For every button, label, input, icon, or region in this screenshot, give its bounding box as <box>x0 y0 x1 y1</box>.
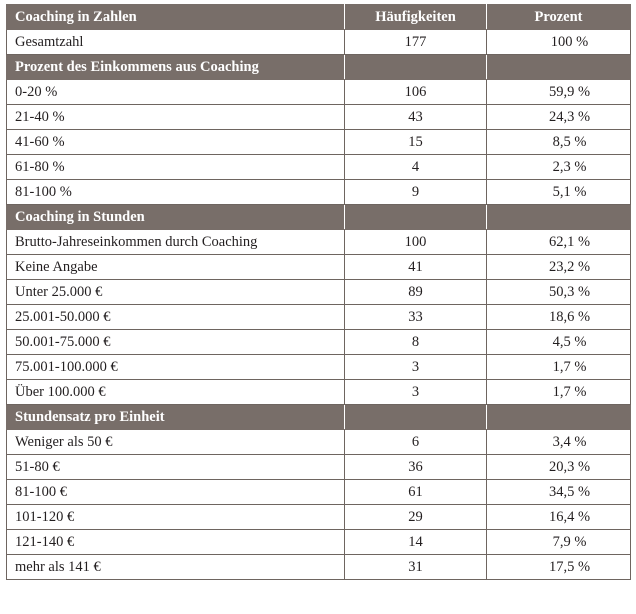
row-count: 33 <box>345 305 487 330</box>
row-percent: 20,3 % <box>487 455 631 480</box>
row-count: 89 <box>345 280 487 305</box>
table-row <box>7 230 631 255</box>
row-percent: 7,9 % <box>487 530 631 555</box>
table-row <box>7 255 631 280</box>
row-percent: 16,4 % <box>487 505 631 530</box>
table-row <box>7 105 631 130</box>
table-row <box>7 330 631 355</box>
row-label: 51-80 € <box>7 455 345 480</box>
section-spacer-cell <box>345 55 487 80</box>
table-row <box>7 430 631 455</box>
row-label: 121-140 € <box>7 530 345 555</box>
row-count: 100 <box>345 230 487 255</box>
row-percent: 3,4 % <box>487 430 631 455</box>
row-count: 106 <box>345 80 487 105</box>
row-label: Brutto-Jahreseinkommen durch Coaching <box>7 230 345 255</box>
row-label: Keine Angabe <box>7 255 345 280</box>
coaching-statistics-table <box>6 4 631 580</box>
row-percent: 50,3 % <box>487 280 631 305</box>
row-percent: 4,5 % <box>487 330 631 355</box>
table-row <box>7 155 631 180</box>
row-count: 29 <box>345 505 487 530</box>
row-count: 61 <box>345 480 487 505</box>
header-frequency: Häufigkeiten <box>345 5 487 30</box>
row-percent: 23,2 % <box>487 255 631 280</box>
table-row <box>7 305 631 330</box>
table-row <box>7 455 631 480</box>
row-count: 6 <box>345 430 487 455</box>
row-count: 31 <box>345 555 487 580</box>
coaching-table-container <box>6 4 631 580</box>
row-percent: 8,5 % <box>487 130 631 155</box>
row-count: 14 <box>345 530 487 555</box>
section-spacer-cell <box>345 205 487 230</box>
row-percent: 5,1 % <box>487 180 631 205</box>
row-count: 15 <box>345 130 487 155</box>
row-label: 75.001-100.000 € <box>7 355 345 380</box>
row-label: Über 100.000 € <box>7 380 345 405</box>
total-row <box>7 30 631 55</box>
section-title: Stundensatz pro Einheit <box>7 405 345 430</box>
section-spacer-cell <box>487 405 631 430</box>
section-spacer-cell <box>345 405 487 430</box>
row-label: Weniger als 50 € <box>7 430 345 455</box>
section-header-row <box>7 55 631 80</box>
table-row <box>7 180 631 205</box>
row-percent: 17,5 % <box>487 555 631 580</box>
row-label: 0-20 % <box>7 80 345 105</box>
section-header-row <box>7 405 631 430</box>
row-label: mehr als 141 € <box>7 555 345 580</box>
total-label: Gesamtzahl <box>7 30 345 55</box>
row-percent: 34,5 % <box>487 480 631 505</box>
row-label: 101-120 € <box>7 505 345 530</box>
table-row <box>7 530 631 555</box>
row-count: 8 <box>345 330 487 355</box>
section-header-row <box>7 205 631 230</box>
table-row <box>7 480 631 505</box>
header-category: Coaching in Zahlen <box>7 5 345 30</box>
row-count: 3 <box>345 380 487 405</box>
header-percent: Prozent <box>487 5 631 30</box>
table-row <box>7 280 631 305</box>
row-label: 81-100 € <box>7 480 345 505</box>
row-count: 41 <box>345 255 487 280</box>
row-label: 61-80 % <box>7 155 345 180</box>
row-percent: 59,9 % <box>487 80 631 105</box>
row-percent: 1,7 % <box>487 355 631 380</box>
table-row <box>7 380 631 405</box>
row-percent: 2,3 % <box>487 155 631 180</box>
row-percent: 62,1 % <box>487 230 631 255</box>
row-label: 50.001-75.000 € <box>7 330 345 355</box>
table-row <box>7 80 631 105</box>
row-count: 36 <box>345 455 487 480</box>
row-percent: 24,3 % <box>487 105 631 130</box>
table-body <box>7 30 631 580</box>
table-header-row <box>7 5 631 30</box>
total-count: 177 <box>345 30 487 55</box>
row-count: 9 <box>345 180 487 205</box>
section-spacer-cell <box>487 205 631 230</box>
row-label: 81-100 % <box>7 180 345 205</box>
table-row <box>7 555 631 580</box>
row-count: 3 <box>345 355 487 380</box>
table-row <box>7 130 631 155</box>
row-label: 25.001-50.000 € <box>7 305 345 330</box>
row-count: 43 <box>345 105 487 130</box>
table-row <box>7 505 631 530</box>
section-title: Coaching in Stunden <box>7 205 345 230</box>
section-spacer-cell <box>487 55 631 80</box>
table-row <box>7 355 631 380</box>
section-title: Prozent des Einkommens aus Coaching <box>7 55 345 80</box>
row-percent: 18,6 % <box>487 305 631 330</box>
row-label: Unter 25.000 € <box>7 280 345 305</box>
row-label: 21-40 % <box>7 105 345 130</box>
total-percent: 100 % <box>487 30 631 55</box>
row-percent: 1,7 % <box>487 380 631 405</box>
row-label: 41-60 % <box>7 130 345 155</box>
row-count: 4 <box>345 155 487 180</box>
